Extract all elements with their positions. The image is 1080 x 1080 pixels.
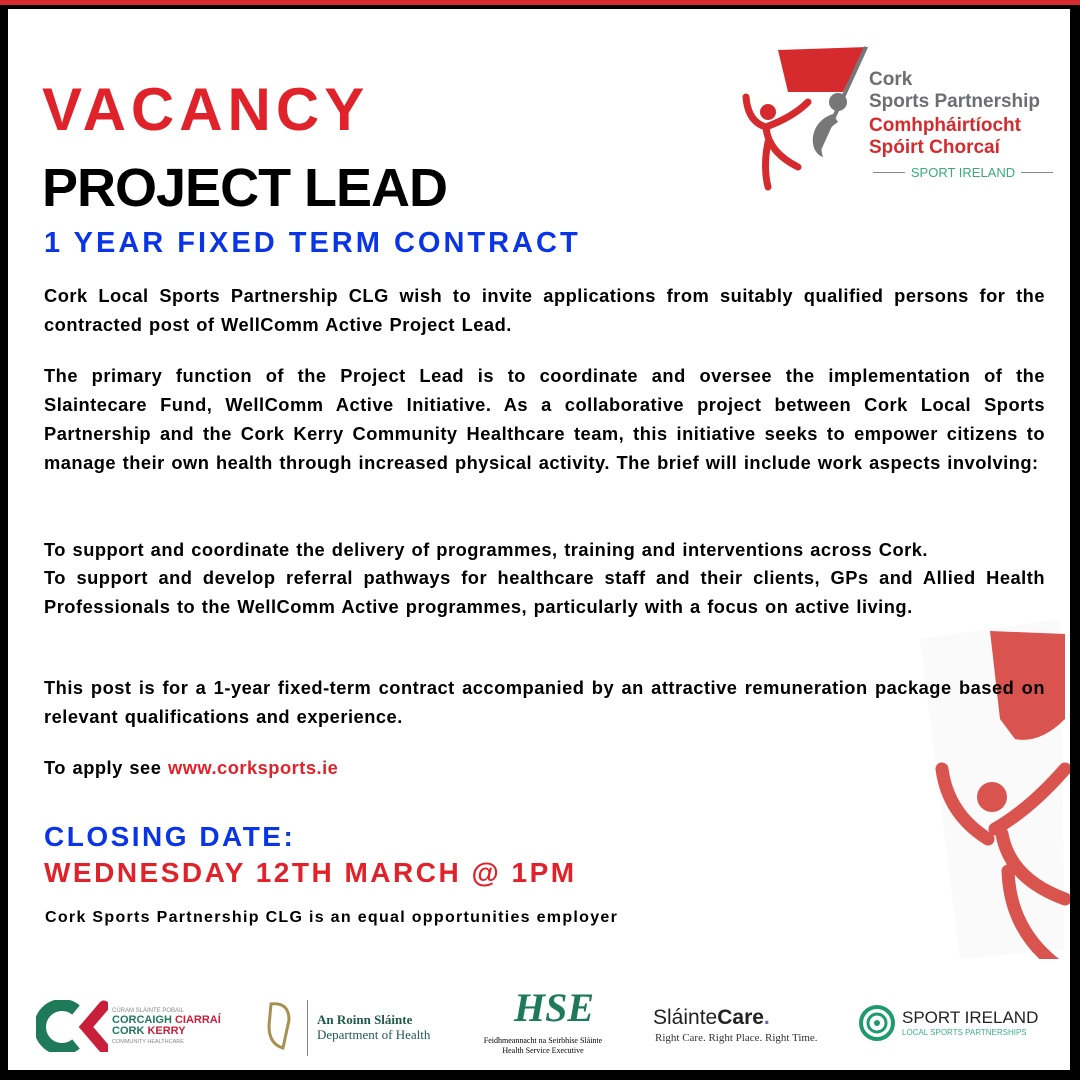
department-of-health-logo: [263, 984, 463, 1064]
vacancy-heading: VACANCY: [42, 76, 370, 143]
apply-line: [44, 753, 1045, 782]
harp-icon: [263, 1000, 295, 1052]
ck-icon: [36, 1000, 108, 1052]
dancing-figure-watermark: [890, 609, 1070, 959]
sport-ireland-swirl-icon: [858, 1004, 896, 1042]
hse-logo: [478, 984, 608, 1064]
slaintecare-wordmark: SláinteCare.: [653, 1006, 770, 1029]
sport-ireland-tag: SPORT IRELAND: [873, 165, 1053, 180]
function-paragraph: The primary function of the Project Lead is to coordinate and oversee the implementation of the Slaintecare Fund, WellComm Active Initiative. As a collaborative project between Cork Local Sports Partnership and the Cork Kerry Community Healthcare team, this initiative seeks to empower citizens to manage their own health through increased physical activity. The brief will include work aspects involving:: [44, 365, 1045, 473]
cork-sports-partnership-logo: [728, 37, 1068, 197]
divider: [307, 1000, 308, 1056]
slaintecare-tagline: Right Care. Right Place. Right Time.: [655, 1032, 818, 1044]
logo-text: Comhpháirtíocht: [869, 115, 1021, 136]
ck-text: CORCAIGH CIARRAÍ CORK KERRY: [112, 1014, 221, 1037]
hse-mark: HSE: [514, 985, 595, 1030]
ck-text: CÚRAM SLÁINTE POBAIL: [112, 1008, 185, 1014]
equal-opportunities-note: Cork Sports Partnership CLG is an equal opportunities employer: [45, 909, 619, 926]
logo-text: Spóirt Chorcaí: [869, 137, 1000, 158]
intro-paragraph: Cork Local Sports Partnership CLG wish to invite applications from suitably qualified persons for the contracted post of WellComm Active Project Lead.: [44, 285, 1045, 335]
duty-item: To support and develop referral pathways for healthcare staff and their clients, GPs and Allied Health Professionals to the WellComm Active programmes, particularly with a focus on active living.: [44, 567, 1045, 617]
duty-item: To support and coordinate the delivery of programmes, training and interventions across Cork.: [44, 539, 929, 560]
hse-text: Feidhmeannacht na Seirbhíse Sláinte Health Service Executive: [483, 1036, 603, 1055]
top-accent-strip: [0, 0, 1080, 5]
contract-type: 1 YEAR FIXED TERM CONTRACT: [44, 227, 581, 259]
flag-figures-icon: [738, 42, 868, 192]
sport-ireland-lsp-logo: [858, 984, 1048, 1064]
closing-date: WEDNESDAY 12TH MARCH @ 1PM: [44, 857, 577, 888]
website-link[interactable]: www.corksports.ie: [167, 757, 339, 778]
logo-text: Cork: [869, 69, 913, 90]
logo-text: Sports Partnership: [869, 91, 1041, 112]
apply-text: To apply see: [44, 757, 168, 778]
cork-kerry-healthcare-logo: [36, 984, 226, 1064]
contract-paragraph: This post is for a 1-year fixed-term contract accompanied by an attractive remuneration package based on relevant qualifications and experience.: [44, 677, 1045, 727]
closing-date-label: CLOSING DATE:: [44, 821, 296, 852]
si-text: SPORT IRELAND: [902, 1008, 1039, 1027]
doh-text: An Roinn Sláinte Department of Health: [317, 1012, 431, 1042]
poster: [8, 9, 1070, 1070]
si-subtext: LOCAL SPORTS PARTNERSHIPS: [902, 1028, 1027, 1037]
ck-text: COMMUNITY HEALTHCARE: [112, 1039, 184, 1045]
slaintecare-logo: [653, 984, 833, 1064]
job-title: PROJECT LEAD: [42, 158, 448, 218]
